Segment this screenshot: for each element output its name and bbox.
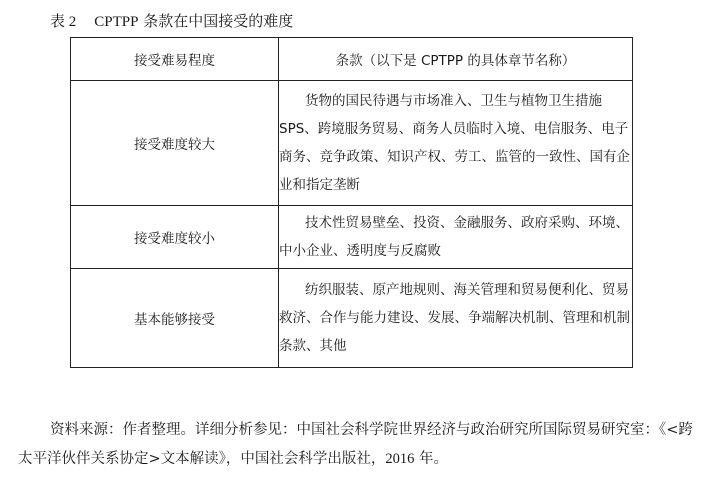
table-title-rest: 条款在中国接受的难度	[138, 12, 294, 30]
table-title-latin: CPTPP	[94, 14, 139, 30]
source-note	[18, 416, 698, 474]
table-number: 表 2	[50, 14, 77, 30]
source-tail: 年。	[414, 451, 449, 467]
header-clauses: 条款（以下是 CPTPP 的具体章节名称）	[279, 38, 633, 81]
table-row	[71, 269, 633, 368]
difficulty-level-cell: 接受难度较小	[71, 206, 279, 269]
difficulty-level-cell: 接受难度较大	[71, 81, 279, 206]
difficulty-level-cell: 基本能够接受	[71, 269, 279, 368]
clauses-cell: 纺织服装、原产地规则、海关管理和贸易便利化、贸易救济、合作与能力建设、发展、争端解决机制、管理和机制条款、其他	[279, 269, 633, 368]
clauses-cell: 货物的国民待遇与市场准入、卫生与植物卫生措施SPS、跨境服务贸易、商务人员临时入境、电信服务、电子商务、竞争政策、知识产权、劳工、监管的一致性、国有企业和指定垄断	[279, 81, 633, 206]
header-difficulty: 接受难易程度	[71, 38, 279, 81]
table-row	[71, 81, 633, 206]
table-header-row	[71, 38, 633, 81]
source-text: 资料来源：作者整理。详细分析参见：中国社会科学院世界经济与政治研究所国际贸易研究室：《<跨太平洋伙伴关系协定>文本解读》，中国社会科学出版社，	[18, 422, 693, 467]
source-year: 2016	[385, 451, 415, 467]
table-row	[71, 206, 633, 269]
cptpp-difficulty-table	[70, 37, 633, 368]
clauses-cell: 技术性贸易壁垒、投资、金融服务、政府采购、环境、中小企业、透明度与反腐败	[279, 206, 633, 269]
table-caption	[50, 10, 293, 33]
table-title	[94, 12, 293, 30]
